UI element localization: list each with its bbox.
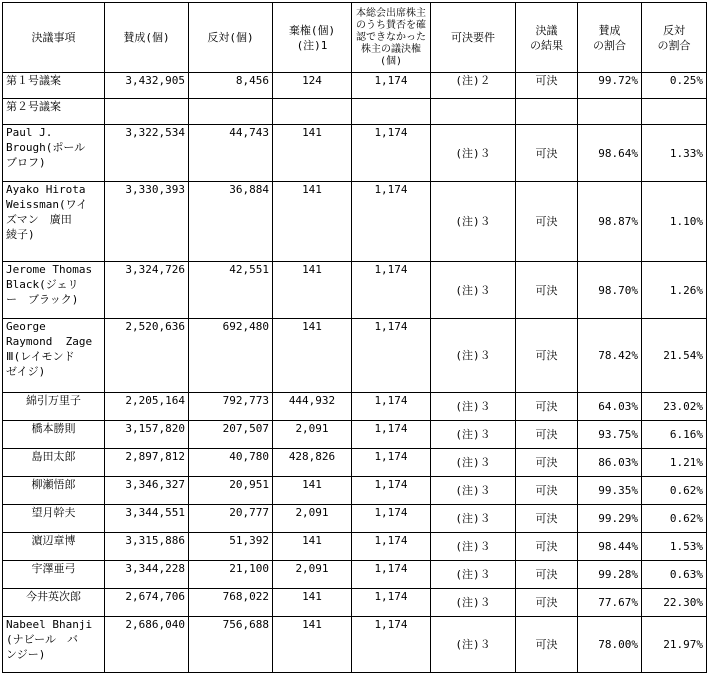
table-row (3, 393, 707, 421)
cell-for: 2,520,636 (105, 319, 189, 393)
cell-unconfirmed (352, 99, 431, 125)
cell-for-ratio: 99.29% (578, 505, 642, 533)
cell-requirement: (注)３ (431, 617, 516, 673)
header-result: 決議 の結果 (516, 3, 578, 73)
table-row (3, 449, 707, 477)
header-for-ratio: 賛成 の割合 (578, 3, 642, 73)
cell-item-name: 第２号議案 (3, 99, 105, 125)
cell-abstain: 141 (273, 262, 352, 319)
cell-against-ratio: 0.62% (642, 477, 707, 505)
cell-for: 3,315,886 (105, 533, 189, 561)
cell-abstain: 141 (273, 617, 352, 673)
cell-for: 2,686,040 (105, 617, 189, 673)
cell-for-ratio: 78.42% (578, 319, 642, 393)
cell-against-ratio: 1.10% (642, 182, 707, 262)
cell-against: 207,507 (189, 421, 273, 449)
cell-result: 可決 (516, 73, 578, 99)
cell-for: 3,432,905 (105, 73, 189, 99)
cell-result: 可決 (516, 125, 578, 182)
cell-requirement: (注)３ (431, 319, 516, 393)
cell-for-ratio: 98.64% (578, 125, 642, 182)
cell-result: 可決 (516, 319, 578, 393)
cell-for: 2,897,812 (105, 449, 189, 477)
table-row (3, 617, 707, 673)
cell-for-ratio: 99.72% (578, 73, 642, 99)
cell-against: 756,688 (189, 617, 273, 673)
cell-requirement: (注)３ (431, 125, 516, 182)
cell-item-name: George Raymond Zage Ⅲ(レイモンド ゼイジ) (3, 319, 105, 393)
cell-for-ratio: 64.03% (578, 393, 642, 421)
cell-requirement: (注)３ (431, 393, 516, 421)
cell-for-ratio: 86.03% (578, 449, 642, 477)
cell-for-ratio: 93.75% (578, 421, 642, 449)
cell-against: 692,480 (189, 319, 273, 393)
cell-abstain: 141 (273, 589, 352, 617)
cell-unconfirmed: 1,174 (352, 319, 431, 393)
cell-abstain: 141 (273, 182, 352, 262)
cell-requirement: (注)３ (431, 182, 516, 262)
cell-unconfirmed: 1,174 (352, 421, 431, 449)
resolution-results-table (2, 2, 707, 673)
table-row (3, 477, 707, 505)
cell-for: 2,205,164 (105, 393, 189, 421)
cell-unconfirmed: 1,174 (352, 617, 431, 673)
cell-against-ratio: 21.97% (642, 617, 707, 673)
cell-abstain: 141 (273, 125, 352, 182)
cell-item-name: Ayako Hirota Weissman(ワイ ズマン 廣田 綾子) (3, 182, 105, 262)
cell-result: 可決 (516, 449, 578, 477)
cell-requirement: (注)３ (431, 533, 516, 561)
cell-against-ratio: 1.53% (642, 533, 707, 561)
header-requirement: 可決要件 (431, 3, 516, 73)
header-against: 反対(個) (189, 3, 273, 73)
cell-against: 20,777 (189, 505, 273, 533)
cell-item-name: 島田太郎 (3, 449, 105, 477)
cell-against-ratio: 1.21% (642, 449, 707, 477)
table-row (3, 319, 707, 393)
cell-against-ratio: 0.62% (642, 505, 707, 533)
cell-item-name: 綿引万里子 (3, 393, 105, 421)
table-body (3, 73, 707, 673)
cell-against-ratio: 0.63% (642, 561, 707, 589)
cell-item-name: 濵辺章博 (3, 533, 105, 561)
cell-abstain: 2,091 (273, 561, 352, 589)
cell-unconfirmed: 1,174 (352, 477, 431, 505)
table-row (3, 561, 707, 589)
cell-result: 可決 (516, 589, 578, 617)
cell-unconfirmed: 1,174 (352, 533, 431, 561)
table-row (3, 589, 707, 617)
cell-against: 42,551 (189, 262, 273, 319)
table-row (3, 421, 707, 449)
cell-abstain: 444,932 (273, 393, 352, 421)
header-abstain: 棄権(個) (注)1 (273, 3, 352, 73)
cell-requirement: (注)３ (431, 561, 516, 589)
cell-for: 3,344,551 (105, 505, 189, 533)
cell-result: 可決 (516, 477, 578, 505)
cell-against: 20,951 (189, 477, 273, 505)
cell-abstain: 2,091 (273, 421, 352, 449)
cell-for-ratio (578, 99, 642, 125)
cell-for: 3,346,327 (105, 477, 189, 505)
cell-item-name: Jerome Thomas Black(ジェリ ー ブラック) (3, 262, 105, 319)
cell-result (516, 99, 578, 125)
cell-abstain: 141 (273, 319, 352, 393)
cell-requirement (431, 99, 516, 125)
cell-unconfirmed: 1,174 (352, 449, 431, 477)
cell-result: 可決 (516, 533, 578, 561)
cell-abstain: 141 (273, 533, 352, 561)
cell-for (105, 99, 189, 125)
cell-requirement: (注)３ (431, 262, 516, 319)
cell-result: 可決 (516, 393, 578, 421)
cell-for: 3,157,820 (105, 421, 189, 449)
cell-abstain: 141 (273, 477, 352, 505)
table-row (3, 505, 707, 533)
cell-against-ratio: 23.02% (642, 393, 707, 421)
header-item: 決議事項 (3, 3, 105, 73)
cell-for: 3,322,534 (105, 125, 189, 182)
cell-unconfirmed: 1,174 (352, 561, 431, 589)
cell-for: 2,674,706 (105, 589, 189, 617)
cell-against (189, 99, 273, 125)
cell-for: 3,330,393 (105, 182, 189, 262)
cell-unconfirmed: 1,174 (352, 262, 431, 319)
cell-against: 768,022 (189, 589, 273, 617)
cell-item-name: 今井英次郎 (3, 589, 105, 617)
cell-for-ratio: 98.44% (578, 533, 642, 561)
table-row (3, 533, 707, 561)
cell-against: 51,392 (189, 533, 273, 561)
cell-item-name: 第１号議案 (3, 73, 105, 99)
cell-against: 40,780 (189, 449, 273, 477)
header-for: 賛成(個) (105, 3, 189, 73)
table-row (3, 262, 707, 319)
cell-against-ratio: 1.26% (642, 262, 707, 319)
cell-result: 可決 (516, 617, 578, 673)
cell-result: 可決 (516, 182, 578, 262)
cell-unconfirmed: 1,174 (352, 182, 431, 262)
cell-against-ratio: 0.25% (642, 73, 707, 99)
cell-against: 36,884 (189, 182, 273, 262)
cell-against-ratio (642, 99, 707, 125)
cell-item-name: 柳瀬悟郎 (3, 477, 105, 505)
cell-for-ratio: 98.87% (578, 182, 642, 262)
cell-against: 21,100 (189, 561, 273, 589)
cell-requirement: (注)３ (431, 477, 516, 505)
cell-against: 44,743 (189, 125, 273, 182)
cell-abstain: 428,826 (273, 449, 352, 477)
cell-result: 可決 (516, 421, 578, 449)
cell-requirement: (注)３ (431, 421, 516, 449)
table-row (3, 125, 707, 182)
cell-for-ratio: 99.28% (578, 561, 642, 589)
cell-against-ratio: 6.16% (642, 421, 707, 449)
cell-requirement: (注)２ (431, 73, 516, 99)
cell-item-name: 望月幹夫 (3, 505, 105, 533)
cell-against: 792,773 (189, 393, 273, 421)
cell-item-name: 橋本勝則 (3, 421, 105, 449)
cell-against-ratio: 22.30% (642, 589, 707, 617)
header-unconfirmed (352, 3, 431, 73)
cell-for-ratio: 98.70% (578, 262, 642, 319)
table-row (3, 73, 707, 99)
cell-result: 可決 (516, 505, 578, 533)
cell-result: 可決 (516, 262, 578, 319)
cell-unconfirmed: 1,174 (352, 393, 431, 421)
header-against-ratio: 反対 の割合 (642, 3, 707, 73)
cell-for-ratio: 77.67% (578, 589, 642, 617)
cell-abstain: 2,091 (273, 505, 352, 533)
cell-result: 可決 (516, 561, 578, 589)
cell-item-name: Nabeel Bhanji (ナビール バ ンジー) (3, 617, 105, 673)
header-row (3, 3, 707, 73)
cell-abstain: 124 (273, 73, 352, 99)
cell-requirement: (注)３ (431, 505, 516, 533)
cell-requirement: (注)３ (431, 449, 516, 477)
cell-for: 3,324,726 (105, 262, 189, 319)
cell-unconfirmed: 1,174 (352, 125, 431, 182)
cell-item-name: Paul J. Brough(ポール ブロフ) (3, 125, 105, 182)
cell-for-ratio: 78.00% (578, 617, 642, 673)
cell-for: 3,344,228 (105, 561, 189, 589)
cell-for-ratio: 99.35% (578, 477, 642, 505)
cell-unconfirmed: 1,174 (352, 73, 431, 99)
cell-unconfirmed: 1,174 (352, 505, 431, 533)
table-row (3, 182, 707, 262)
cell-unconfirmed: 1,174 (352, 589, 431, 617)
table-row (3, 99, 707, 125)
resolution-results-table-wrapper (2, 2, 707, 673)
cell-requirement: (注)３ (431, 589, 516, 617)
cell-against: 8,456 (189, 73, 273, 99)
cell-against-ratio: 1.33% (642, 125, 707, 182)
header-unconfirmed-text: 本総会出席株主のうち賛否を確認できなかった株主の議決権(個) (356, 7, 426, 67)
cell-against-ratio: 21.54% (642, 319, 707, 393)
cell-item-name: 宇澤亜弓 (3, 561, 105, 589)
cell-abstain (273, 99, 352, 125)
